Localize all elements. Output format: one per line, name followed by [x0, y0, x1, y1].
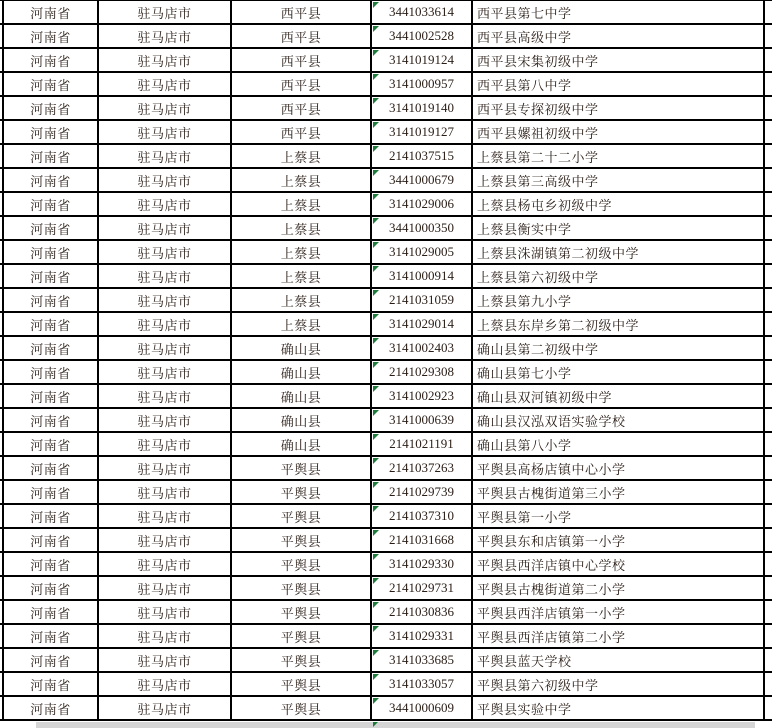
right-margin-cell — [765, 49, 772, 71]
school-name-cell[interactable]: 上蔡县第三高级中学 — [473, 169, 765, 191]
right-margin-cell — [765, 289, 772, 311]
county-cell[interactable]: 上蔡县 — [232, 193, 372, 215]
number-stored-as-text-triangle-icon — [373, 626, 379, 632]
right-margin-cell — [765, 121, 772, 143]
right-margin-cell — [765, 73, 772, 95]
school-name-cell[interactable]: 确山县汉泓双语实验学校 — [473, 409, 765, 431]
city-cell[interactable]: 驻马店市 — [99, 409, 232, 431]
county-cell[interactable]: 西平县 — [232, 49, 372, 71]
school-name-cell[interactable]: 平舆县西洋店镇第一小学 — [473, 601, 765, 623]
school-code-cell[interactable] — [372, 481, 473, 503]
city-cell[interactable]: 驻马店市 — [99, 217, 232, 239]
right-margin-cell — [765, 673, 772, 695]
school-name-cell[interactable]: 上蔡县东岸乡第二初级中学 — [473, 313, 765, 335]
school-name-cell[interactable]: 确山县第七小学 — [473, 361, 765, 383]
city-cell[interactable]: 驻马店市 — [99, 457, 232, 479]
table-row — [0, 505, 772, 529]
school-code-cell[interactable] — [372, 313, 473, 335]
school-code-value: 2141037310 — [389, 508, 454, 523]
table-row — [0, 145, 772, 169]
school-code-cell[interactable] — [372, 409, 473, 431]
city-cell[interactable]: 驻马店市 — [99, 73, 232, 95]
school-code-value: 3141002923 — [389, 388, 454, 403]
province-cell[interactable]: 河南省 — [4, 121, 99, 143]
province-cell[interactable]: 河南省 — [4, 433, 99, 455]
school-name-cell[interactable]: 西平县宋集初级中学 — [473, 49, 765, 71]
school-code-cell[interactable] — [372, 577, 473, 599]
right-margin-cell — [765, 457, 772, 479]
province-cell[interactable]: 河南省 — [4, 1, 99, 23]
city-cell[interactable]: 驻马店市 — [99, 625, 232, 647]
province-cell[interactable]: 河南省 — [4, 577, 99, 599]
table-row — [0, 433, 772, 457]
province-cell[interactable]: 河南省 — [4, 361, 99, 383]
table-row — [0, 49, 772, 73]
school-code-cell[interactable] — [372, 673, 473, 695]
province-cell[interactable]: 河南省 — [4, 241, 99, 263]
right-margin-cell — [765, 481, 772, 503]
city-cell[interactable]: 驻马店市 — [99, 121, 232, 143]
city-cell[interactable]: 驻马店市 — [99, 505, 232, 527]
county-cell[interactable]: 确山县 — [232, 337, 372, 359]
province-cell[interactable]: 河南省 — [4, 673, 99, 695]
province-cell[interactable]: 河南省 — [4, 409, 99, 431]
school-code-value: 3141029005 — [389, 244, 454, 259]
table-row — [0, 553, 772, 577]
school-code-cell[interactable] — [372, 1, 473, 23]
table-row — [0, 73, 772, 97]
school-code-value: 3141000639 — [389, 412, 454, 427]
school-code-cell[interactable] — [372, 289, 473, 311]
school-code-value: 3141029330 — [389, 556, 454, 571]
number-stored-as-text-triangle-icon — [373, 482, 379, 488]
city-cell[interactable]: 驻马店市 — [99, 385, 232, 407]
school-name-cell[interactable]: 平舆县第一小学 — [473, 505, 765, 527]
school-name-cell[interactable]: 上蔡县洙湖镇第二初级中学 — [473, 241, 765, 263]
right-margin-cell — [765, 577, 772, 599]
table-row — [0, 265, 772, 289]
school-name-cell[interactable]: 平舆县古槐街道第三小学 — [473, 481, 765, 503]
table-row — [0, 193, 772, 217]
province-cell[interactable]: 河南省 — [4, 457, 99, 479]
city-cell[interactable]: 驻马店市 — [99, 25, 232, 47]
school-name-cell[interactable]: 平舆县高杨店镇中心小学 — [473, 457, 765, 479]
school-code-cell[interactable] — [372, 385, 473, 407]
table-row — [0, 25, 772, 49]
county-cell[interactable]: 平舆县 — [232, 529, 372, 551]
table-row — [0, 289, 772, 313]
school-name-cell[interactable]: 确山县双河镇初级中学 — [473, 385, 765, 407]
school-code-cell[interactable] — [372, 457, 473, 479]
partial-row-gray-fill — [36, 722, 755, 728]
province-cell[interactable]: 河南省 — [4, 649, 99, 671]
school-code-value: 3141029014 — [389, 316, 454, 331]
number-stored-as-text-triangle-icon — [373, 506, 379, 512]
county-cell[interactable]: 平舆县 — [232, 577, 372, 599]
school-code-value: 2141030836 — [389, 604, 454, 619]
table-row — [0, 601, 772, 625]
school-code-cell[interactable] — [372, 649, 473, 671]
county-cell[interactable]: 平舆县 — [232, 481, 372, 503]
school-code-value: 3441033614 — [389, 4, 454, 19]
school-code-value: 2141029739 — [389, 484, 454, 499]
province-cell[interactable]: 河南省 — [4, 169, 99, 191]
table-row — [0, 97, 772, 121]
school-code-value: 2141021191 — [389, 436, 454, 451]
number-stored-as-text-triangle-icon — [373, 410, 379, 416]
school-code-cell[interactable] — [372, 193, 473, 215]
school-name-cell[interactable]: 平舆县第六初级中学 — [473, 673, 765, 695]
school-code-value: 3141019124 — [389, 52, 454, 67]
county-cell[interactable]: 确山县 — [232, 409, 372, 431]
table-row — [0, 361, 772, 385]
table-row — [0, 649, 772, 673]
school-name-cell[interactable]: 确山县第二初级中学 — [473, 337, 765, 359]
school-code-value: 2141031668 — [389, 532, 454, 547]
school-code-value: 3141000914 — [389, 268, 454, 283]
number-stored-as-text-triangle-icon — [373, 698, 379, 704]
school-code-value: 3141029006 — [389, 196, 454, 211]
table-row — [0, 121, 772, 145]
right-margin-cell — [765, 145, 772, 167]
city-cell[interactable]: 驻马店市 — [99, 577, 232, 599]
school-code-value: 2141029308 — [389, 364, 454, 379]
school-code-cell[interactable] — [372, 625, 473, 647]
school-code-cell[interactable] — [372, 505, 473, 527]
school-code-cell[interactable] — [372, 169, 473, 191]
number-stored-as-text-triangle-icon — [373, 554, 379, 560]
county-cell[interactable]: 上蔡县 — [232, 169, 372, 191]
school-code-value: 3141019140 — [389, 100, 454, 115]
right-margin-cell — [765, 385, 772, 407]
province-cell[interactable]: 河南省 — [4, 481, 99, 503]
number-stored-as-text-triangle-icon — [373, 218, 379, 224]
right-margin-cell — [765, 601, 772, 623]
table-row — [0, 169, 772, 193]
school-name-cell[interactable]: 西平县第八中学 — [473, 73, 765, 95]
province-cell[interactable]: 河南省 — [4, 97, 99, 119]
city-cell[interactable]: 驻马店市 — [99, 649, 232, 671]
right-margin-cell — [765, 697, 772, 719]
number-stored-as-text-triangle-icon — [373, 74, 379, 80]
number-stored-as-text-triangle-icon — [373, 314, 379, 320]
city-cell[interactable]: 驻马店市 — [99, 265, 232, 287]
school-name-cell[interactable]: 平舆县东和店镇第一小学 — [473, 529, 765, 551]
right-margin-cell — [765, 505, 772, 527]
city-cell[interactable]: 驻马店市 — [99, 529, 232, 551]
school-code-cell[interactable] — [372, 601, 473, 623]
table-row — [0, 457, 772, 481]
province-cell[interactable]: 河南省 — [4, 505, 99, 527]
county-cell[interactable]: 西平县 — [232, 73, 372, 95]
school-code-cell[interactable] — [372, 217, 473, 239]
school-code-value: 3441000679 — [389, 172, 454, 187]
number-stored-as-text-triangle-icon — [373, 2, 379, 8]
city-cell[interactable]: 驻马店市 — [99, 601, 232, 623]
county-cell[interactable]: 平舆县 — [232, 673, 372, 695]
right-margin-cell — [765, 265, 772, 287]
city-cell[interactable]: 驻马店市 — [99, 289, 232, 311]
table-row — [0, 337, 772, 361]
city-cell[interactable]: 驻马店市 — [99, 313, 232, 335]
school-code-cell[interactable] — [372, 121, 473, 143]
right-margin-cell — [765, 625, 772, 647]
right-margin-cell — [765, 217, 772, 239]
province-cell[interactable]: 河南省 — [4, 697, 99, 719]
table-row — [0, 673, 772, 697]
school-name-cell[interactable]: 上蔡县杨屯乡初级中学 — [473, 193, 765, 215]
right-margin-cell — [765, 241, 772, 263]
province-cell[interactable]: 河南省 — [4, 601, 99, 623]
number-stored-as-text-triangle-icon — [373, 122, 379, 128]
city-cell[interactable]: 驻马店市 — [99, 241, 232, 263]
right-margin-cell — [765, 553, 772, 575]
city-cell[interactable]: 驻马店市 — [99, 673, 232, 695]
province-cell[interactable]: 河南省 — [4, 625, 99, 647]
school-code-value: 3441002528 — [389, 28, 454, 43]
school-name-cell[interactable]: 平舆县实验中学 — [473, 697, 765, 719]
number-stored-as-text-triangle-icon — [373, 146, 379, 152]
school-code-value: 3141002403 — [389, 340, 454, 355]
school-code-value: 3141033057 — [389, 676, 454, 691]
city-cell[interactable]: 驻马店市 — [99, 553, 232, 575]
table-row — [0, 481, 772, 505]
school-code-value: 2141037515 — [389, 148, 454, 163]
number-stored-as-text-triangle-icon — [373, 266, 379, 272]
partial-bottom-row — [0, 721, 772, 728]
school-code-value: 3141033685 — [389, 652, 454, 667]
province-cell[interactable]: 河南省 — [4, 553, 99, 575]
city-cell[interactable]: 驻马店市 — [99, 337, 232, 359]
school-code-cell[interactable] — [372, 145, 473, 167]
county-cell[interactable]: 平舆县 — [232, 649, 372, 671]
school-code-cell[interactable] — [372, 49, 473, 71]
county-cell[interactable]: 平舆县 — [232, 505, 372, 527]
city-cell[interactable]: 驻马店市 — [99, 361, 232, 383]
county-cell[interactable]: 平舆县 — [232, 697, 372, 719]
school-code-cell[interactable] — [372, 361, 473, 383]
province-cell[interactable]: 河南省 — [4, 73, 99, 95]
table-row — [0, 1, 772, 25]
county-cell[interactable]: 上蔡县 — [232, 241, 372, 263]
city-cell[interactable]: 驻马店市 — [99, 169, 232, 191]
school-code-cell[interactable] — [372, 265, 473, 287]
county-cell[interactable]: 平舆县 — [232, 457, 372, 479]
province-cell[interactable]: 河南省 — [4, 337, 99, 359]
number-stored-as-text-triangle-icon — [373, 242, 379, 248]
school-code-value: 2141037263 — [389, 460, 454, 475]
number-stored-as-text-triangle-icon — [373, 386, 379, 392]
school-code-cell[interactable] — [372, 73, 473, 95]
city-cell[interactable]: 驻马店市 — [99, 697, 232, 719]
right-margin-cell — [765, 169, 772, 191]
school-code-value: 2141031059 — [389, 292, 454, 307]
table-row — [0, 529, 772, 553]
school-code-value: 2141029731 — [389, 580, 454, 595]
table-row — [0, 577, 772, 601]
table-row — [0, 313, 772, 337]
county-cell[interactable]: 平舆县 — [232, 553, 372, 575]
number-stored-as-text-triangle-icon — [373, 458, 379, 464]
school-code-value: 3141000957 — [389, 76, 454, 91]
number-stored-as-text-triangle-icon — [373, 434, 379, 440]
school-code-value: 3141019127 — [389, 124, 454, 139]
county-cell[interactable]: 上蔡县 — [232, 217, 372, 239]
right-margin-cell — [765, 1, 772, 23]
province-cell[interactable]: 河南省 — [4, 265, 99, 287]
county-cell[interactable]: 确山县 — [232, 433, 372, 455]
province-cell[interactable]: 河南省 — [4, 145, 99, 167]
city-cell[interactable]: 驻马店市 — [99, 97, 232, 119]
city-cell[interactable]: 驻马店市 — [99, 193, 232, 215]
school-name-cell[interactable]: 平舆县蓝天学校 — [473, 649, 765, 671]
right-margin-cell — [765, 97, 772, 119]
county-cell[interactable]: 西平县 — [232, 121, 372, 143]
county-cell[interactable]: 上蔡县 — [232, 145, 372, 167]
school-name-cell[interactable]: 确山县第八小学 — [473, 433, 765, 455]
table-row — [0, 697, 772, 721]
school-name-cell[interactable]: 平舆县西洋店镇第二小学 — [473, 625, 765, 647]
school-name-cell[interactable]: 平舆县古槐街道第二小学 — [473, 577, 765, 599]
province-cell[interactable]: 河南省 — [4, 49, 99, 71]
number-stored-as-text-triangle-icon — [373, 170, 379, 176]
province-cell[interactable]: 河南省 — [4, 25, 99, 47]
county-cell[interactable]: 上蔡县 — [232, 265, 372, 287]
school-name-cell[interactable]: 西平县嫘祖初级中学 — [473, 121, 765, 143]
county-cell[interactable]: 确山县 — [232, 361, 372, 383]
city-cell[interactable]: 驻马店市 — [99, 1, 232, 23]
number-stored-as-text-triangle-icon — [373, 674, 379, 680]
number-stored-as-text-triangle-icon — [373, 578, 379, 584]
county-cell[interactable]: 确山县 — [232, 385, 372, 407]
province-cell[interactable]: 河南省 — [4, 193, 99, 215]
school-code-cell[interactable] — [372, 697, 473, 719]
number-stored-as-text-triangle-icon — [373, 722, 378, 727]
school-code-cell[interactable] — [372, 529, 473, 551]
number-stored-as-text-triangle-icon — [373, 650, 379, 656]
right-margin-cell — [765, 313, 772, 335]
right-margin-cell — [765, 433, 772, 455]
school-code-cell[interactable] — [372, 433, 473, 455]
province-cell[interactable]: 河南省 — [4, 529, 99, 551]
province-cell[interactable]: 河南省 — [4, 385, 99, 407]
right-margin-cell — [765, 25, 772, 47]
school-name-cell[interactable]: 平舆县西洋店镇中心学校 — [473, 553, 765, 575]
number-stored-as-text-triangle-icon — [373, 194, 379, 200]
county-cell[interactable]: 西平县 — [232, 1, 372, 23]
number-stored-as-text-triangle-icon — [373, 530, 379, 536]
county-cell[interactable]: 平舆县 — [232, 601, 372, 623]
school-name-cell[interactable]: 西平县专探初级中学 — [473, 97, 765, 119]
number-stored-as-text-triangle-icon — [373, 338, 379, 344]
table-row — [0, 217, 772, 241]
city-cell[interactable]: 驻马店市 — [99, 481, 232, 503]
school-name-cell[interactable]: 上蔡县第二十二小学 — [473, 145, 765, 167]
city-cell[interactable]: 驻马店市 — [99, 433, 232, 455]
city-cell[interactable]: 驻马店市 — [99, 145, 232, 167]
table-row — [0, 241, 772, 265]
right-margin-cell — [765, 193, 772, 215]
school-name-cell[interactable]: 上蔡县第九小学 — [473, 289, 765, 311]
county-cell[interactable]: 上蔡县 — [232, 313, 372, 335]
school-name-cell[interactable]: 西平县高级中学 — [473, 25, 765, 47]
school-name-cell[interactable]: 上蔡县衡实中学 — [473, 217, 765, 239]
county-cell[interactable]: 上蔡县 — [232, 289, 372, 311]
school-code-cell[interactable] — [372, 241, 473, 263]
number-stored-as-text-triangle-icon — [373, 98, 379, 104]
number-stored-as-text-triangle-icon — [373, 290, 379, 296]
school-code-cell[interactable] — [372, 25, 473, 47]
number-stored-as-text-triangle-icon — [373, 602, 379, 608]
right-margin-cell — [765, 529, 772, 551]
school-name-cell[interactable]: 上蔡县第六初级中学 — [473, 265, 765, 287]
table-row — [0, 385, 772, 409]
number-stored-as-text-triangle-icon — [373, 26, 379, 32]
province-cell[interactable]: 河南省 — [4, 313, 99, 335]
table-row — [0, 409, 772, 433]
county-cell[interactable]: 平舆县 — [232, 625, 372, 647]
number-stored-as-text-triangle-icon — [373, 50, 379, 56]
county-cell[interactable]: 西平县 — [232, 97, 372, 119]
school-code-value: 3141029331 — [389, 628, 454, 643]
school-name-cell[interactable]: 西平县第七中学 — [473, 1, 765, 23]
city-cell[interactable]: 驻马店市 — [99, 49, 232, 71]
right-margin-cell — [765, 409, 772, 431]
right-margin-cell — [765, 361, 772, 383]
school-code-cell[interactable] — [372, 97, 473, 119]
school-code-value: 3441000609 — [389, 700, 454, 715]
number-stored-as-text-triangle-icon — [373, 362, 379, 368]
school-code-cell[interactable] — [372, 553, 473, 575]
right-margin-cell — [765, 649, 772, 671]
school-code-cell[interactable] — [372, 337, 473, 359]
county-cell[interactable]: 西平县 — [232, 25, 372, 47]
school-code-value: 3441000350 — [389, 220, 454, 235]
right-margin-cell — [765, 337, 772, 359]
province-cell[interactable]: 河南省 — [4, 289, 99, 311]
table-row — [0, 625, 772, 649]
province-cell[interactable]: 河南省 — [4, 217, 99, 239]
